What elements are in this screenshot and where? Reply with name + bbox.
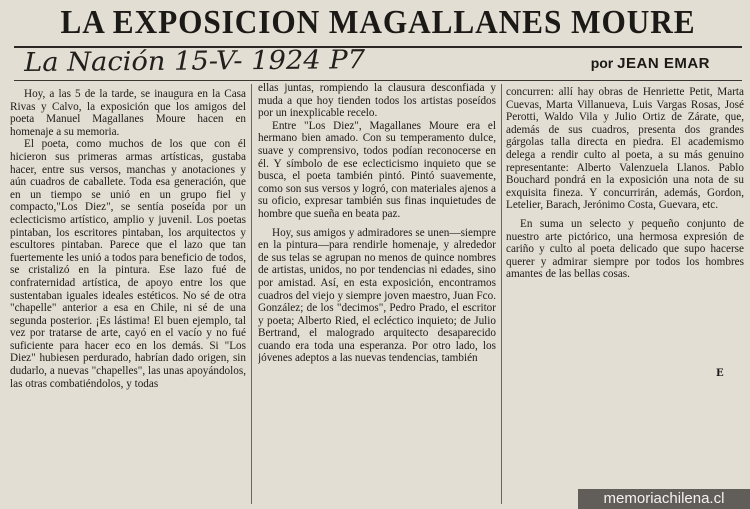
column-2	[258, 82, 496, 500]
author-name: JEAN EMAR	[617, 55, 710, 72]
signature-initial: E	[716, 368, 724, 379]
handwritten-source-note: La Nación 15-V- 1924 P7	[24, 45, 366, 78]
watermark: memoriachilena.cl	[578, 489, 750, 509]
paragraph: Entre "Los Diez", Magallanes Moure era el hermano bien amado. Con su temperamento dulce, suave y comprensivo, todos podían reconocerse en él. Y símbolo de ese eclecticismo inquieto que se busca, el poeta también pintó. Pintó suavemente, como son sus versos y logró, con materiales ajenos a su oficio, expresar también sus finas inquietudes de hombre que sueña en beata paz.	[258, 119, 496, 220]
paragraph: En suma un selecto y pequeño conjunto de nuestro arte pictórico, una hermosa expresión de cariño y culto al poeta delicado que supo hacerse querer y admirar siempre por todos los hombres amantes de las bellas cosas.	[506, 217, 744, 281]
paragraph: Hoy, a las 5 de la tarde, se inaugura en la Casa Rivas y Calvo, la exposición que los amigos del poeta Manuel Magallanes Moure hacen en homenaje a su memoria.	[10, 88, 246, 138]
article-title: LA EXPOSICION MAGALLANES MOURE	[60, 4, 696, 41]
column-divider	[251, 84, 252, 504]
byline-prefix: por	[590, 55, 614, 71]
column-divider	[501, 84, 502, 504]
byline	[591, 55, 710, 72]
column-1	[10, 88, 246, 506]
title-area	[14, 2, 742, 48]
paragraph: concurren: allí hay obras de Henriette Petit, Marta Cuevas, Marta Villanueva, Luis Vargas Rosas, José Perotti, Waldo Vila y Julio Ortiz de Zárate, que, además de sus cuadros, presenta dos grandes gárgolas talla directa en piedra. El academismo delega a rendir culto al poeta, a su más genuino representante: Alberto Valenzuela Llanos. Pablo Bouchard pondrá en la exposición una nota de su exquisita fineza. Y concurrirán, además, Gordon, Letelier, Barach, Jerónimo Costa, Guevara, etc.	[506, 86, 744, 212]
paragraph: El poeta, como muchos de los que con él hicieron sus primeras armas artísticas, gustaba hacer, entre sus versos, manchas y anotaciones y aún cuadros de caballete. Toda esa generación, que en un tiempo se unió en un grupo fiel y compacto,"Los Diez", se sentía poseída por un eclecticismo artístico, amplio y juvenil. Los poetas pintaban, los escritores pintaban, los arquitectos y escultores pintaban. Parece que el lazo que tan fuertemente les unió a todos para beneficio de todos, se cristalizó en la pintura. Ese lazo fué de confraternidad artística, de apoyo entre los que sustentaban iguales ideales estéticos. No sé de otra "chapelle" anterior a esa en Chile, ni sé de una segunda posterior. ¡Es lástima! El buen ejemplo, tal vez por tratarse de arte, cayó en el vacío y no fué suficiente para hacer eco en los demás. Si "Los Diez" hubiesen perdurado, habrían dado origen, sin dudarlo, a nuevas "chapelles", las unas apoyándolos, las otras combatiéndolos, y todas	[10, 138, 246, 390]
paragraph: ellas juntas, rompiendo la clausura desconfiada y muda a que hoy tienden todos los artistas poseídos por un inexplicable recelo.	[258, 82, 496, 120]
paragraph: Hoy, sus amigos y admiradores se unen—siempre en la pintura—para rendirle homenaje, y alrededor de sus telas se agrupan no menos de quince nombres de artistas, unidos, no por tendencias ni edades, sino por amistad. Así, en esta exposición, encontramos cuadros del viejo y siempre joven maestro, Juan Fco. González; de los "decimos", Pedro Prado, el escritor y poeta; Alberto Ried, el ecléctico inquieto; de Julio Bertrand, el malogrado arquitecto desaparecido cuando era toda una esperanza. Por otro lado, los jóvenes adeptos a las nuevas tendencias, también	[258, 226, 496, 365]
header-rule	[14, 80, 742, 81]
column-3	[506, 86, 744, 504]
